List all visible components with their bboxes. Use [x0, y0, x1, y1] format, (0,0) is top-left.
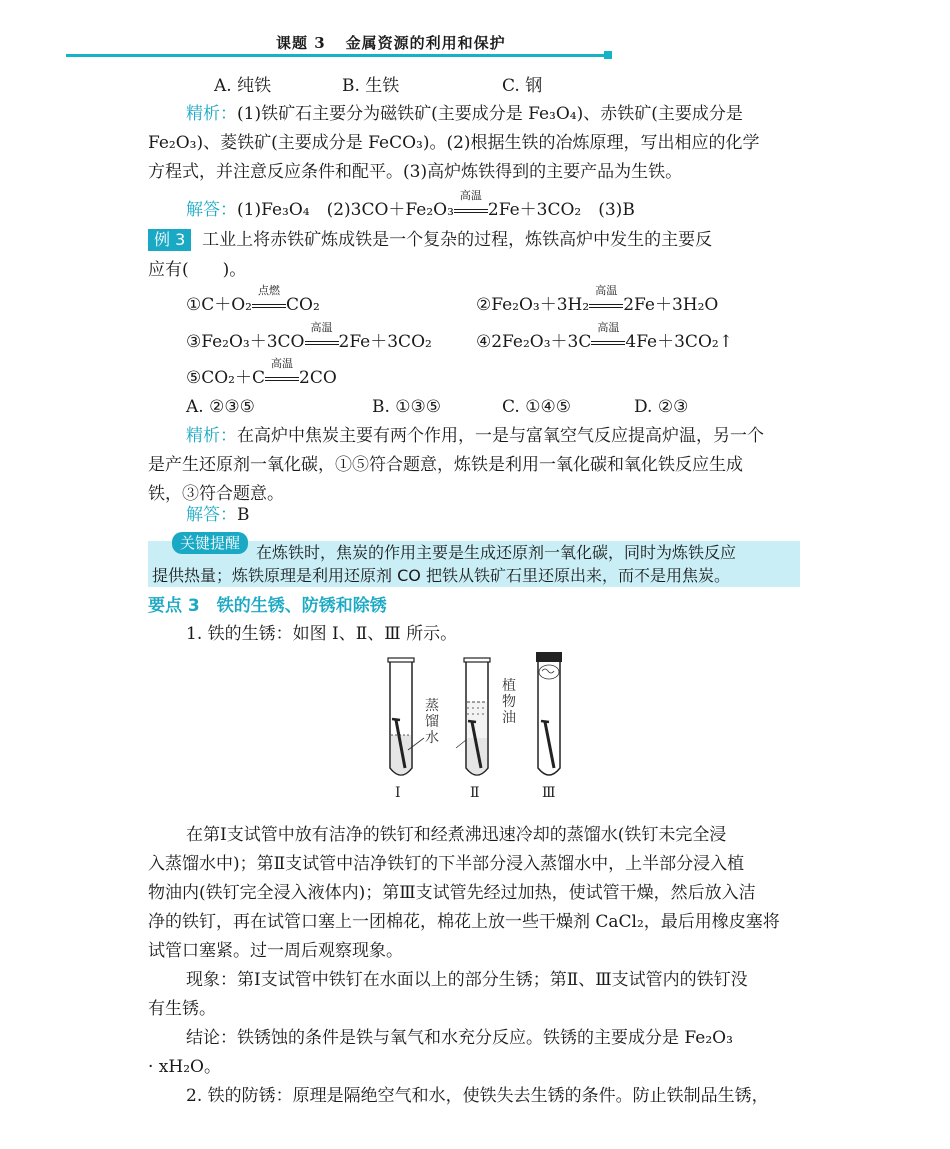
svg-text:油: 油	[502, 710, 516, 726]
analysis2-line2: 是产生还原剂一氧化碳，①⑤符合题意，炼铁是利用一氧化碳和氧化铁反应生成	[148, 455, 743, 475]
example3-line2: 应有( )。	[148, 260, 247, 280]
p1-line5: 试管口塞紧。过一周后观察现象。	[148, 941, 403, 961]
svg-text:物: 物	[502, 694, 516, 710]
point3-heading: 要点 3 铁的生锈、防锈和除锈	[148, 596, 387, 616]
label-ii: Ⅱ	[470, 785, 480, 800]
answer1-condition-arrow: 高温	[454, 198, 488, 222]
answer2-line: 解答：B	[186, 505, 250, 525]
page-header	[66, 30, 610, 58]
answer1-label: 解答：	[186, 200, 237, 220]
header-rule	[66, 54, 606, 57]
analysis1-label: 精析：	[186, 104, 237, 124]
label-i: Ⅰ	[395, 785, 401, 800]
p1-line4: 净的铁钉，再在试管口塞上一团棉花，棉花上放一些干燥剂 CaCl₂，最后用橡皮塞将	[148, 912, 780, 932]
p3-line1: 结论：铁锈蚀的条件是铁与氧气和水充分反应。铁锈的主要成分是 Fe₂O₃	[186, 1028, 733, 1048]
p1-line1: 在第Ⅰ支试管中放有洁净的铁钉和经煮沸迅速冷却的蒸馏水(铁钉未完全浸	[186, 825, 727, 845]
prev-option-c: C. 钢	[502, 76, 543, 96]
test-tube-iii	[536, 652, 562, 775]
example3-option-a: A. ②③⑤	[186, 397, 255, 417]
p1-line2: 入蒸馏水中)；第Ⅱ支试管中洁净铁钉的下半部分浸入蒸馏水中，上半部分浸入植	[148, 854, 745, 874]
point3-item1: 1. 铁的生锈：如图 Ⅰ、Ⅱ、Ⅲ 所示。	[186, 624, 458, 644]
key-tip-line1: 在炼铁时，焦炭的作用主要是生成还原剂一氧化碳，同时为炼铁反应	[256, 543, 737, 562]
label-iii: Ⅲ	[542, 785, 556, 800]
svg-text:馏: 馏	[425, 714, 439, 730]
svg-text:植: 植	[502, 678, 516, 694]
example3-option-b: B. ①③⑤	[372, 397, 442, 417]
header-lesson: 课题 3	[276, 34, 326, 52]
svg-text:蒸: 蒸	[425, 698, 439, 714]
header-title	[276, 32, 506, 53]
example3-line1: 例 3 工业上将赤铁矿炼成铁是一个复杂的过程，炼铁高炉中发生的主要反	[148, 228, 712, 252]
example3-tag: 例 3	[148, 229, 191, 251]
answer1-line: 解答：(1)Fe₃O₄ (2)3CO＋Fe₂O₃ 高温 2Fe＋3CO₂ (3)B	[186, 189, 635, 220]
p2-line2: 有生锈。	[148, 999, 216, 1019]
example3-option-d: D. ②③	[634, 397, 689, 417]
equation-3: ③Fe₂O₃＋3CO 高温 2Fe＋3CO₂	[186, 321, 432, 352]
key-tip-tag: 关键提醒	[172, 532, 248, 554]
equation-1: ①C＋O₂ 点燃 CO₂	[186, 284, 320, 315]
analysis1-line3: 方程式，并注意反应条件和配平。(3)高炉炼铁得到的主要产品为生铁。	[148, 162, 683, 182]
test-tube-ii	[464, 658, 490, 775]
p1-line3: 物油内(铁钉完全浸入液体内)；第Ⅲ支试管先经过加热，使试管干燥，然后放入洁	[148, 883, 756, 903]
test-tube-i	[388, 658, 414, 775]
example3-option-c: C. ①④⑤	[502, 397, 571, 417]
prev-option-b: B. 生铁	[342, 76, 400, 96]
equation-2: ②Fe₂O₃＋3H₂ 高温 2Fe＋3H₂O	[476, 284, 719, 315]
analysis2-line3: 铁，③符合题意。	[148, 484, 284, 504]
p3-line2: · xH₂O。	[148, 1057, 221, 1077]
svg-text:水: 水	[425, 730, 439, 746]
analysis1-line2: Fe₂O₃)、菱铁矿(主要成分是 FeCO₃)。(2)根据生铁的冶炼原理，写出相应的化学	[148, 133, 760, 153]
p2-line1: 现象：第Ⅰ支试管中铁钉在水面以上的部分生锈；第Ⅱ、Ⅲ支试管内的铁钉没	[186, 970, 748, 990]
equation-5: ⑤CO₂＋C 高温 2CO	[186, 357, 337, 388]
key-tip-line2: 提供热量；炼铁原理是利用还原剂 CO 把铁从铁矿石里还原出来，而不是用焦炭。	[152, 566, 730, 585]
point3-item2: 2. 铁的防锈：原理是隔绝空气和水，使铁失去生锈的条件。防止铁制品生锈，	[186, 1086, 769, 1106]
prev-option-a: A. 纯铁	[214, 76, 272, 96]
header-dot	[604, 51, 612, 59]
analysis1-line1: 精析：(1)铁矿石主要分为磁铁矿(主要成分是 Fe₃O₄)、赤铁矿(主要成分是	[186, 104, 743, 124]
equation-4: ④2Fe₂O₃＋3C 高温 4Fe＋3CO₂↑	[476, 321, 733, 352]
header-topic: 金属资源的利用和保护	[345, 34, 506, 52]
test-tubes-figure	[370, 650, 600, 800]
analysis2-line1: 精析：在高炉中焦炭主要有两个作用，一是与富氧空气反应提高炉温，另一个	[186, 426, 764, 446]
